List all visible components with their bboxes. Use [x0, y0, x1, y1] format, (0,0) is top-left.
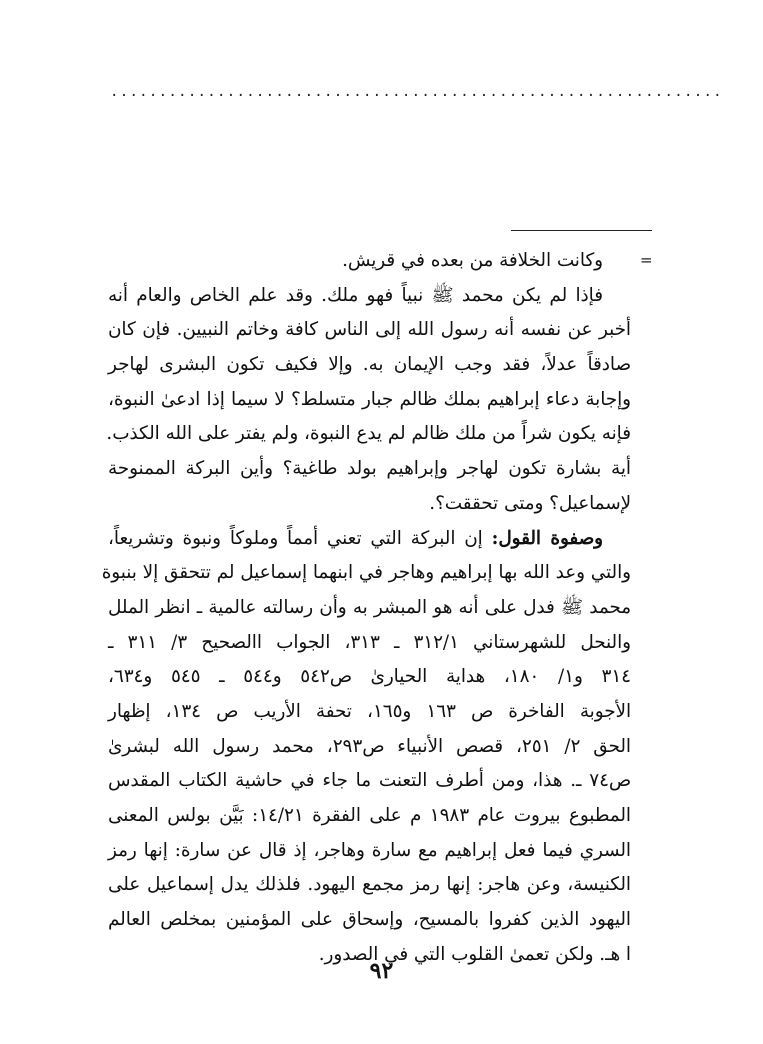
conclusion-text: إن البركة التي تعني أمماً وملوكاً ونبوة وتشريعاً،	[108, 527, 483, 549]
footnote-line: اليهود الذين كفروا بالمسيح، وإسحاق على المؤمنين بمخلص العالم	[108, 909, 631, 931]
footnote-line: المطبوع بيروت عام ١٩٨٣ م على الفقرة ١٤/٢١: بَيَّن بولس المعنى	[108, 805, 631, 826]
footnote-line: والنحل للشهرستاني ٣١٢/١ ـ ٣١٣، الجواب االصحيح ٣/ ٣١١ ـ	[108, 631, 632, 653]
footnote-line: صادقاً عدلاً، فقد وجب الإيمان به. وإلا فكيف تكون البشرى لهاجر	[108, 354, 631, 376]
footnote-line: ص٧٤ ـ. هذا، ومن أطرف التعنت ما جاء في حاشية الكتاب المقدس	[108, 770, 631, 792]
footnote-continuation-marker: =	[640, 251, 653, 269]
footnote-text	[101, 244, 632, 972]
footnote-line: فإنه يكون شراً من ملك ظالم لم يدع النبوة، ولم يفتر على الله الكذب.	[106, 423, 631, 445]
footnote-line: ا هـ. ولكن تعمىٰ القلوب التي في الصدور.	[318, 943, 631, 965]
footnote-line: أخبر عن نفسه أنه رسول الله إلى الناس كافة وخاتم النبيين. فإن كان	[108, 319, 631, 341]
footnote-line: فإذا لم يكن محمد ﷺ نبياً فهو ملك. وقد علم الخاص والعام أنه	[108, 284, 603, 306]
footnote-separator-line	[511, 230, 652, 231]
dotted-divider: ...............................................................	[110, 84, 723, 100]
footnote-line: الحق ٢/ ٢٥١، قصص الأنبياء ص٢٩٣، محمد رسول الله لبشرىٰ	[108, 735, 631, 757]
footnote-line: وكانت الخلافة من بعده في قريش.	[342, 250, 603, 271]
footnote-line: ٣١٤ و١/ ١٨٠، هداية الحيارىٰ ص٥٤٢ و٥٤٤ ـ ٥٤٥ و٦٣٤،	[108, 666, 631, 688]
conclusion-label: وصفوة القول:	[491, 527, 603, 549]
footnote-line: أية بشارة تكون لهاجر وإبراهيم بولد طاغية؟ وأين البركة الممنوحة	[108, 458, 631, 480]
footnote-line: محمد ﷺ فدل على أنه هو المبشر به وأن رسالته عالمية ـ انظر الملل	[108, 596, 631, 618]
footnote-line: وإجابة دعاء إبراهيم بملك ظالم جبار متسلط؟ لا سيما إذا ادعىٰ النبوة،	[108, 388, 631, 410]
page-number: ٩٢	[369, 958, 394, 984]
footnote-line: السري فيما فعل إبراهيم مع سارة وهاجر، إذ قال عن سارة: إنها رمز	[108, 839, 631, 861]
footnote-line: لإسماعيل؟ ومتى تحققت؟.	[429, 492, 631, 514]
footnote-line: الأجوبة الفاخرة ص ١٦٣ و١٦٥، تحفة الأريب ص ١٣٤، إظهار	[108, 700, 632, 722]
footnote-line: الكنيسة، وعن هاجر: إنها رمز مجمع اليهود. فلذلك يدل إسماعيل على	[108, 874, 631, 896]
footnote-line: والتي وعد الله بها إبراهيم وهاجر في ابنهما إسماعيل لم تتحقق إلا بنبوة	[101, 562, 631, 584]
footnote-line	[108, 522, 631, 557]
